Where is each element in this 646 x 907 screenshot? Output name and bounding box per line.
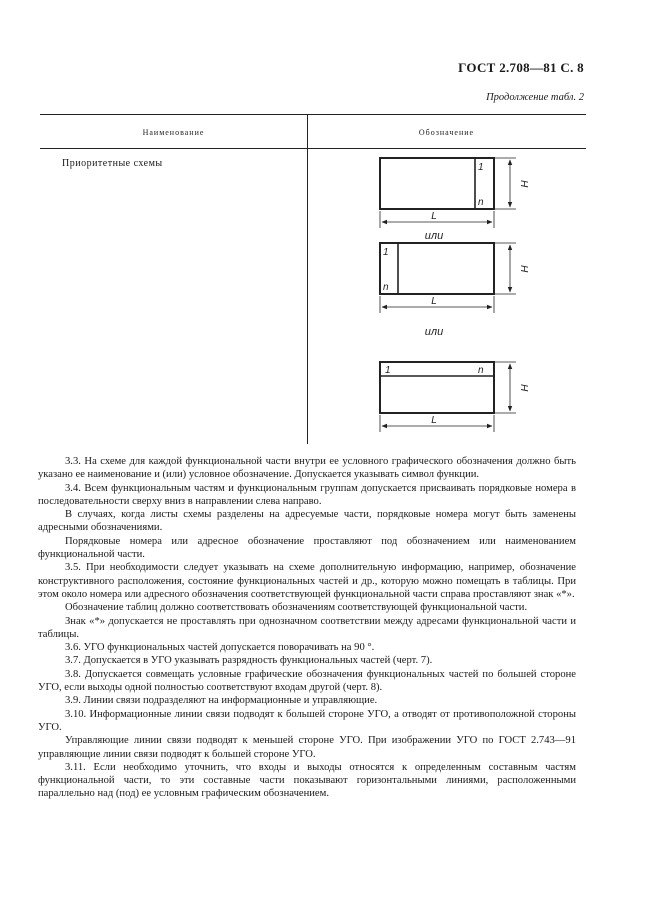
label-l: L (431, 296, 437, 307)
column-header-name: Наименование (142, 128, 205, 137)
label-n: n (383, 282, 389, 293)
label-h: H (520, 384, 531, 392)
ugo-box-2 (380, 243, 494, 294)
label-1: 1 (385, 365, 391, 376)
row-name-priority-schemes: Приоритетные схемы (62, 158, 163, 169)
paragraph: Порядковые номера или адресное обозначение проставляют под обозначением или наименованием функциональной части. (38, 535, 576, 561)
paragraph: 3.4. Всем функциональным частям и функциональным группам допускается присваивать порядковые номера в последовательности сверху вниз в направлении слева направо. (38, 482, 576, 507)
paragraph: 3.7. Допускается в УГО указывать разрядность функциональных частей (черт. 7). (65, 655, 433, 667)
paragraph: 3.11. Если необходимо уточнить, что входы и выходы относятся к определенным составным частям функциональной части, то эти составные части показывают горизонтальными линиями, расположенными параллельно над (под) ее условным графическим обозначением. (38, 761, 576, 800)
table-continuation-note: Продолжение табл. 2 (486, 92, 584, 103)
ugo-box-1 (380, 158, 494, 209)
label-n: n (478, 365, 484, 376)
page-header: ГОСТ 2.708—81 С. 8 (458, 60, 584, 75)
label-h: H (520, 265, 531, 273)
label-l: L (431, 211, 437, 222)
paragraph: 3.6. УГО функциональных частей допускается поворачивать на 90 °. (65, 642, 375, 654)
table-column-divider (307, 114, 308, 444)
priority-scheme-diagrams (330, 148, 540, 444)
label-l: L (431, 415, 437, 426)
paragraph: Знак «*» допускается не проставлять при однозначном соответствии между адресами функциональной части и таблицы. (38, 615, 576, 640)
ugo-box-3 (380, 362, 494, 413)
paragraph: Управляющие линии связи подводят к меньшей стороне УГО. При изображении УГО по ГОСТ 2.743—91 управляющие линии связи подводят к большей стороне УГО. (38, 735, 576, 760)
label-n: n (478, 197, 484, 208)
paragraph: 3.8. Допускается совмещать условные графические обозначения функциональных частей по большей стороне УГО, если выходы одной полностью соответствуют входам другой (черт. 8). (38, 668, 576, 694)
column-header-symbol: Обозначение (418, 128, 475, 137)
paragraph: Обозначение таблиц должно соответствовать обозначениям соответствующей функциональной части. (65, 602, 528, 614)
paragraph: 3.5. При необходимости следует указывать на схеме дополнительную информацию, например, обозначение конструктивного расположения, состояние функциональных частей и др., которую можно помещать в таблицы. При этом около номера или адресного обозначения соответствующей функциональной части справа проставляют знак «*». (38, 562, 576, 600)
paragraph: 3.9. Линии связи подразделяют на информационные и управляющие. (65, 695, 378, 707)
table-top-border (40, 114, 586, 115)
paragraph: 3.3. На схеме для каждой функциональной части внутри ее условного графического обозначения должно быть указано ее наименование и (или) условное обозначение. Допускается указывать символ функции. (38, 456, 576, 481)
label-1: 1 (478, 162, 484, 173)
or-label-1: или (424, 230, 444, 242)
body-text (38, 455, 576, 801)
paragraph: 3.10. Информационные линии связи подводят к большей стороне УГО, а отводят от противоположной стороны УГО. (38, 708, 576, 733)
paragraph: В случаях, когда листы схемы разделены на адресуемые части, порядковые номера могут быть заменены адресными обозначениями. (38, 509, 576, 534)
or-label-2: или (424, 326, 444, 338)
label-h: H (520, 180, 531, 188)
label-1: 1 (383, 247, 389, 258)
